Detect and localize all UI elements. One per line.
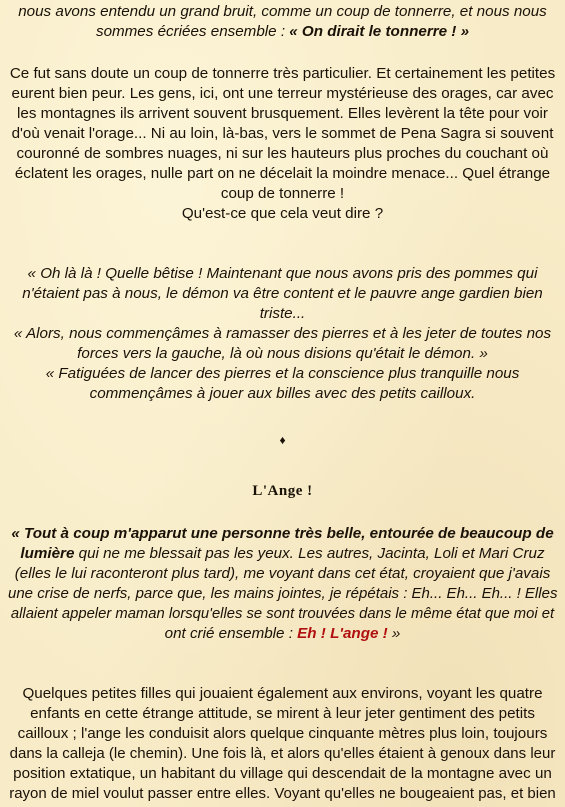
text-line: rayon de miel voulut passer entre elles. Voyant qu'elles ne bougeaient pas, et bien bbox=[9, 785, 556, 802]
text-line: position extatique, un habitant du village qui descendait de la montagne avec un bbox=[13, 765, 552, 782]
text-line: coup de tonnerre ! bbox=[220, 185, 345, 202]
paragraph-1 bbox=[8, 2, 557, 42]
highlighted-quote: Eh ! L'ange ! bbox=[297, 625, 388, 642]
diamond-ornament: ♦ bbox=[279, 433, 286, 447]
text-line bbox=[8, 524, 557, 544]
text-segment: sommes écriées ensemble : bbox=[95, 23, 290, 40]
text-segment: qui ne me blessait pas les yeux. Les autres, Jacinta, Loli et Mari Cruz bbox=[74, 545, 545, 562]
text-line bbox=[8, 22, 557, 42]
paragraph-5 bbox=[8, 684, 557, 804]
text-line: « Fatiguées de lancer des pierres et la conscience plus tranquille nous bbox=[45, 365, 520, 382]
text-line: eurent bien peur. Les gens, ici, ont une terreur mystérieuse des orages, car avec bbox=[11, 85, 554, 102]
text-segment: ont crié ensemble : bbox=[164, 625, 298, 642]
text-line: nous avons entendu un grand bruit, comme un coup de tonnerre, et nous nous bbox=[18, 3, 547, 20]
paragraph-2 bbox=[8, 64, 557, 224]
text-line: couronné de sombres nuages, ni sur les hauteurs plus proches du couchant où bbox=[16, 145, 549, 162]
bold-segment: « Tout à coup m'apparut une personne très belle, entourée de beaucoup de bbox=[11, 525, 554, 542]
text-line: Qu'est-ce que cela veut dire ? bbox=[181, 205, 384, 222]
paragraph-4 bbox=[8, 524, 557, 644]
text-line: allaient appeler maman lorsqu'elles se sont trouvées dans le même état que moi et bbox=[10, 606, 555, 622]
text-line: d'où venait l'orage... Ni au loin, là-bas, vers le sommet de Pena Sagra si souvent bbox=[11, 125, 554, 142]
text-line: les montagnes ils arrivent souvent brusquement. Elles levèrent la tête pour voir bbox=[17, 105, 548, 122]
bold-segment: lumière bbox=[20, 545, 75, 562]
text-line: enfants en cette étrange attitude, se mirent à leur jeter gentiment des petits bbox=[30, 705, 535, 722]
text-line: forces vers la gauche, là où nous disions qu'était le démon. » bbox=[77, 345, 488, 362]
text-line: (elles le lui raconteront plus tard), me voyant dans cet état, croyaient que j'avais bbox=[14, 565, 551, 582]
text-line: cailloux ; l'ange les conduisit alors quelque cinquante mètres plus loin, toujours bbox=[17, 725, 548, 742]
text-line: une crise de nerfs, parce que, les mains jointes, je répétais : Eh... Eh... Eh... ! Elles bbox=[8, 585, 558, 602]
text-segment: » bbox=[387, 625, 401, 642]
text-line: « Alors, nous commençâmes à ramasser des pierres et à les jeter de toutes nos bbox=[13, 325, 552, 342]
text-line: triste... bbox=[259, 305, 306, 322]
text-line: commençâmes à jouer aux billes avec des petits cailloux. bbox=[89, 385, 476, 402]
paragraph-3 bbox=[8, 264, 557, 404]
text-line: « Oh là là ! Quelle bêtise ! Maintenant que nous avons pris des pommes qui bbox=[27, 265, 538, 282]
text-line: Ce fut sans doute un coup de tonnerre très particulier. Et certainement les petites bbox=[9, 65, 556, 82]
text-line: dans la calleja (le chemin). Une fois là, et alors qu'elles étaient à genoux dans leur bbox=[9, 745, 556, 762]
text-line: n'étaient pas à nous, le démon va être content et le pauvre ange gardien bien bbox=[22, 285, 543, 302]
text-line bbox=[8, 624, 557, 644]
text-line bbox=[8, 544, 557, 564]
text-line: éclatent les orages, nulle part on ne décelait la moindre menace... Quel étrange bbox=[14, 165, 551, 182]
section-heading: L'Ange ! bbox=[252, 483, 313, 499]
text-line: Quelques petites filles qui jouaient également aux environs, voyant les quatre bbox=[22, 685, 543, 702]
quote-segment: « On dirait le tonnerre ! » bbox=[289, 23, 470, 40]
